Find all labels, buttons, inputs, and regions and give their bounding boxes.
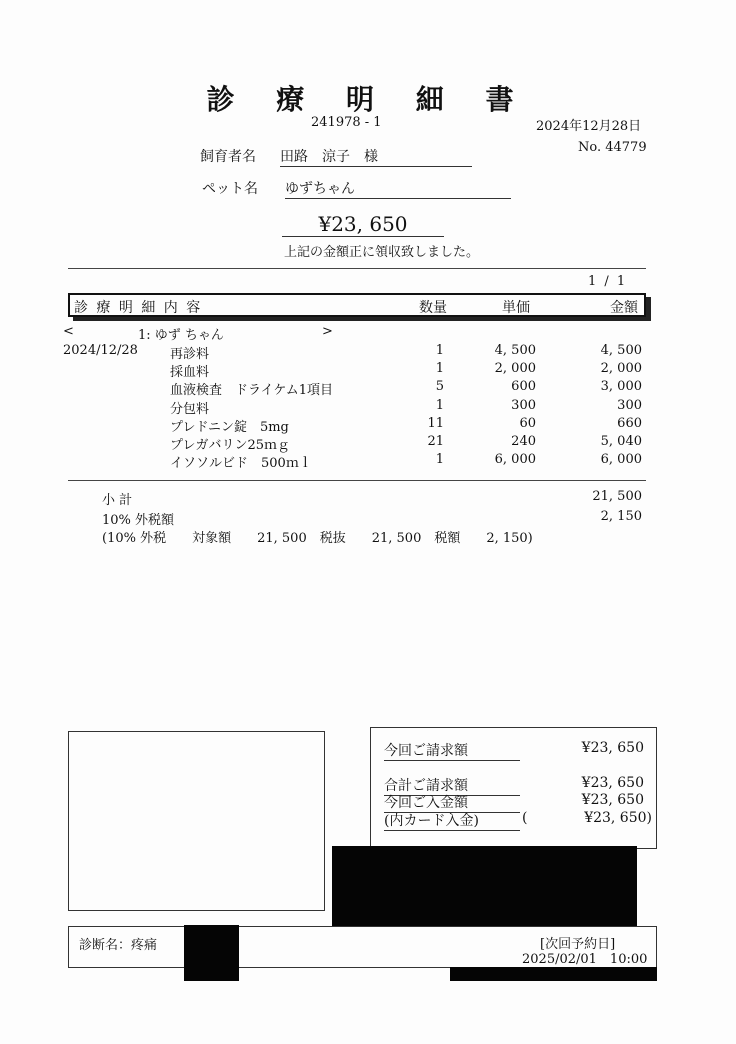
divider-items xyxy=(68,480,646,481)
item-unit-price: 300 xyxy=(511,397,536,413)
item-unit-price: 600 xyxy=(511,379,536,395)
total-amount: ¥23, 650 xyxy=(282,212,444,237)
item-unit-price: 240 xyxy=(511,434,536,449)
item-qty: 1 xyxy=(435,343,444,358)
subtotal-label: 小 計 xyxy=(102,493,133,508)
document-number: No. 44779 xyxy=(578,140,647,155)
item-amount: 4, 500 xyxy=(600,343,642,358)
next-appointment-datetime: 2025/02/01 10:00 xyxy=(522,952,648,967)
this-bill-value: ¥23, 650 xyxy=(581,740,644,756)
item-amount: 2, 000 xyxy=(600,361,642,377)
stamp-area xyxy=(68,731,325,911)
tax-row xyxy=(0,509,736,527)
item-amount: 5, 040 xyxy=(600,434,642,449)
document-date: 2024年12月28日 xyxy=(536,119,642,134)
redaction-block xyxy=(450,967,657,981)
receipt-note: 上記の金額正に領収致しました。 xyxy=(284,245,480,260)
item-row xyxy=(0,343,736,361)
document-title: 診 療 明 細 書 xyxy=(206,83,530,116)
item-qty: 5 xyxy=(435,379,444,395)
item-name: 再診料 xyxy=(170,347,210,362)
card-label: (内カード入金) xyxy=(384,810,520,831)
item-unit-price: 4, 500 xyxy=(494,343,536,358)
tax-label: 10% 外税額 xyxy=(102,513,175,528)
redaction-block xyxy=(184,925,239,981)
item-amount: 660 xyxy=(617,415,642,431)
item-row xyxy=(0,434,736,452)
item-name: プレドニン錠 5mg xyxy=(170,419,289,435)
received-label: 今回ご入金額 xyxy=(384,792,520,813)
tax-value: 2, 150 xyxy=(600,509,642,524)
item-qty: 1 xyxy=(435,397,444,413)
owner-label: 飼育者名 xyxy=(200,149,256,165)
item-qty: 21 xyxy=(427,434,444,449)
header-amount: 金額 xyxy=(610,300,638,316)
header-content: 診 療 明 細 内 容 xyxy=(74,300,203,316)
item-row xyxy=(0,379,736,397)
item-amount: 3, 000 xyxy=(600,379,642,395)
page-indicator: 1 / 1 xyxy=(588,274,628,289)
pet-name: ゆずちゃん xyxy=(285,178,511,199)
total-bill-label: 合計ご請求額 xyxy=(384,775,520,796)
item-name: プレガバリン25ｍｇ xyxy=(170,438,291,453)
card-value: ¥23, 650) xyxy=(584,810,652,826)
this-bill-label: 今回ご請求額 xyxy=(384,740,520,761)
divider-top xyxy=(68,268,646,269)
item-row xyxy=(0,398,736,416)
item-qty: 1 xyxy=(435,452,444,468)
item-unit-price: 60 xyxy=(519,415,536,431)
item-qty: 1 xyxy=(435,361,444,377)
item-date: 2024/12/28 xyxy=(63,343,138,358)
item-amount: 6, 000 xyxy=(600,452,642,468)
redaction-block xyxy=(332,846,637,926)
header-unit: 単価 xyxy=(502,300,530,316)
table-header xyxy=(68,293,646,317)
pet-label: ペット名 xyxy=(202,181,258,197)
received-value: ¥23, 650 xyxy=(581,792,644,808)
item-name: 血液検査 ドライケム1項目 xyxy=(170,383,333,399)
subtotal-value: 21, 500 xyxy=(592,489,642,504)
total-bill-value: ¥23, 650 xyxy=(581,775,644,791)
item-unit-price: 6, 000 xyxy=(494,452,536,468)
document-id: 241978 - 1 xyxy=(311,115,382,130)
pet-prev: < xyxy=(63,324,74,339)
pet-nav-row xyxy=(0,324,736,342)
subtotal-row xyxy=(0,489,736,507)
pet-nav-label: 1: ゆず ちゃん xyxy=(138,328,224,343)
diagnosis: 診断名：疼痛 xyxy=(79,938,158,953)
card-open-paren: ( xyxy=(522,810,528,826)
header-qty: 数量 xyxy=(419,300,447,316)
item-row xyxy=(0,361,736,379)
tax-breakdown-row xyxy=(0,527,736,545)
pet-next: > xyxy=(322,324,333,339)
item-unit-price: 2, 000 xyxy=(494,361,536,377)
item-qty: 11 xyxy=(427,415,444,431)
item-row xyxy=(0,416,736,434)
tax-breakdown: (10% 外税 対象額 21, 500 税抜 21, 500 税額 2, 150) xyxy=(102,531,533,546)
item-row xyxy=(0,452,736,470)
item-name: 採血料 xyxy=(170,365,210,381)
owner-name: 田路 涼子 様 xyxy=(280,146,472,167)
item-name: イソソルビド 500ｍｌ xyxy=(170,456,312,472)
item-name: 分包料 xyxy=(170,401,210,417)
item-amount: 300 xyxy=(617,397,642,413)
next-appointment-label: [次回予約日] xyxy=(540,937,616,952)
